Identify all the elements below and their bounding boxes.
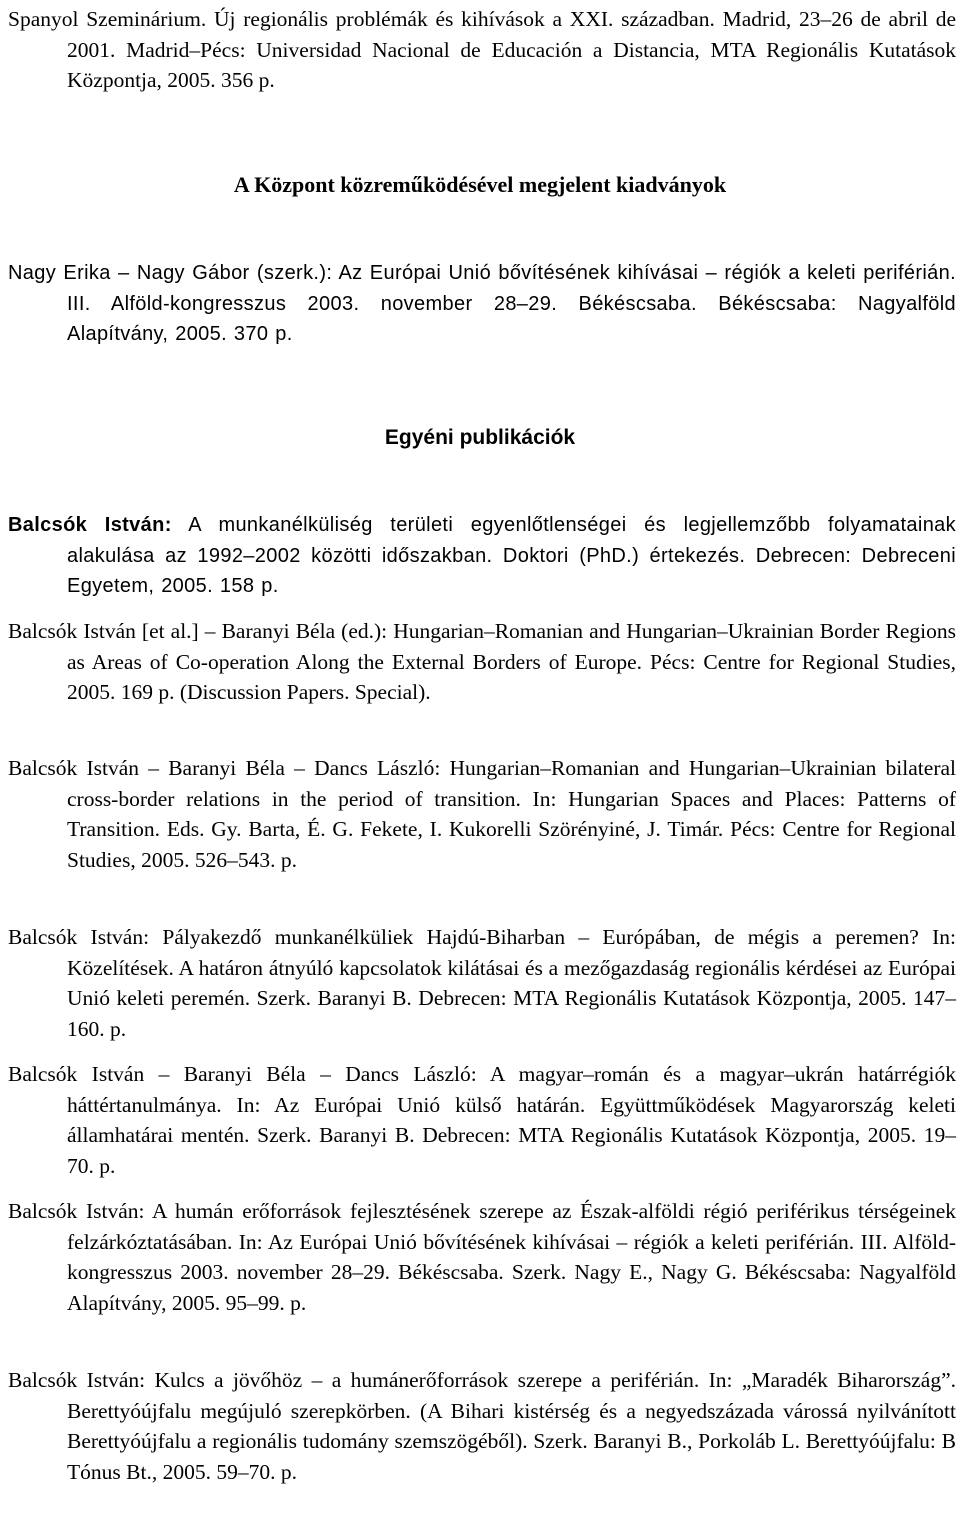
bibliography-entry: Balcsók István – Baranyi Béla – Dancs László: A magyar–román és a magyar–ukrán határrégiók háttértanulmánya. In: Az Európai Unió külső határán. Együttműködések Magyarország keleti államhatárai mentén. Szerk. Baranyi B. Debrecen: MTA Regionális Kutatások Központja, 2005. 19–70. p. [8, 1062, 956, 1178]
bibliography-entry: Nagy Erika – Nagy Gábor (szerk.): Az Európai Unió bővítésének kihívásai – régiók a keleti periférián. III. Alföld-kongresszus 2003. november 28–29. Békéscsaba. Békéscsaba: Nagyalföld Alapítvány, 2005. 370 p. [8, 262, 956, 345]
bibliography-entry [8, 510, 956, 602]
bibliography-entry: Balcsók István [et al.] – Baranyi Béla (ed.): Hungarian–Romanian and Hungarian–Ukrainian Border Regions as Areas of Co-operation Along the External Borders of Europe. Pécs: Centre for Regional Studies, 2005. 169 p. (Discussion Papers. Special). [8, 619, 956, 704]
bibliography-entry: Balcsók István: Pályakezdő munkanélküliek Hajdú-Biharban – Európában, de mégis a peremen? In: Közelítések. A határon átnyúló kapcsolatok kilátásai és a mezőgazdaság regionális kérdései az Európai Unió keleti peremén. Szerk. Baranyi B. Debrecen: MTA Regionális Kutatások Központja, 2005. 147–160. p. [8, 925, 956, 1041]
bibliography-entry: Balcsók István – Baranyi Béla – Dancs László: Hungarian–Romanian and Hungarian–Ukrainian bilateral cross-border relations in the period of transition. In: Hungarian Spaces and Places: Patterns of Transition. Eds. Gy. Barta, É. G. Fekete, I. Kukorelli Szörényiné, J. Timár. Pécs: Centre for Regional Studies, 2005. 526–543. p. [8, 756, 956, 872]
entry-text: A munkanélküliség területi egyenlőtlenségei és legjellemzőbb folyamatainak alakulása az 1992–2002 közötti időszakban. Doktori (PhD.) értekezés. Debrecen: Debreceni Egyetem, 2005. 158 p. [67, 514, 956, 597]
section-heading: Egyéni publikációk [384, 426, 576, 449]
entry-author: Balcsók István: [8, 514, 172, 536]
bibliography-entry: Balcsók István: A humán erőforrások fejlesztésének szerepe az Észak-alföldi régió periférikus térségeinek felzárkóztatásában. In: Az Európai Unió bővítésének kihívásai – régiók a keleti periférián. III. Alföld-kongresszus 2003. november 28–29. Békéscsaba. Szerk. Nagy E., Nagy G. Békéscsaba: Nagyalföld Alapítvány, 2005. 95–99. p. [8, 1199, 956, 1315]
section-heading: A Központ közreműködésével megjelent kiadványok [233, 172, 727, 197]
bibliography-entry: Spanyol Szeminárium. Új regionális problémák és kihívások a XXI. században. Madrid, 23–26 de abril de 2001. Madrid–Pécs: Universidad Nacional de Educación a Distancia, MTA Regionális Kutatások Központja, 2005. 356 p. [8, 7, 956, 92]
bibliography-entry: Balcsók István: Kulcs a jövőhöz – a humánerőforrások szerepe a periférián. In: „Maradék Biharország”. Berettyóújfalu megújuló szerepkörben. (A Bihari kistérség és a negyedszázada várossá nyilvánított Berettyóújfalu a regionális tudomány szemszögéből). Szerk. Baranyi B., Porkoláb L. Berettyóújfalu: B Tónus Bt., 2005. 59–70. p. [8, 1368, 956, 1484]
